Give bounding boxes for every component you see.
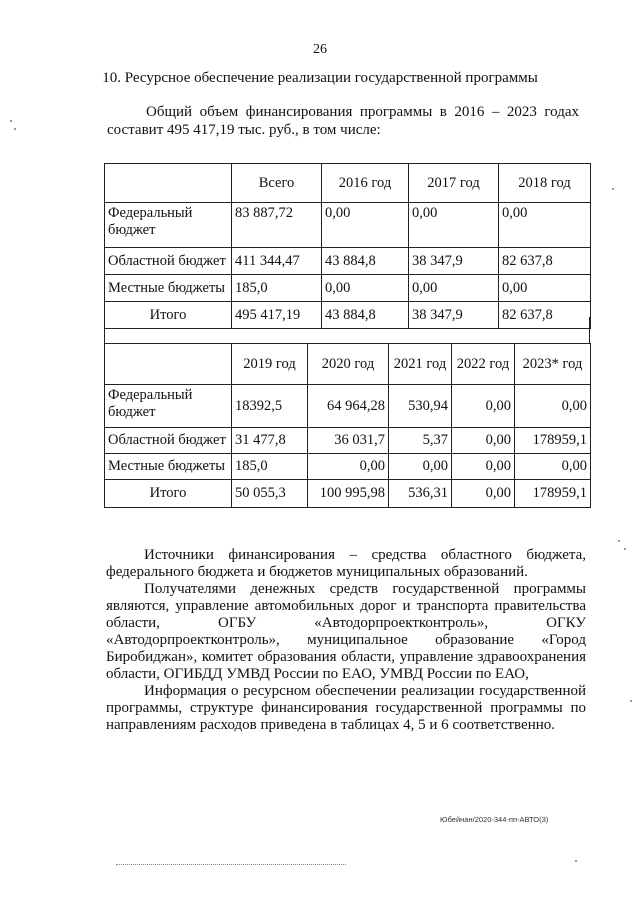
table-cell: 0,00 [322, 203, 409, 248]
row-label: Областной бюджет [105, 248, 232, 275]
table-cell: 178959,1 [515, 428, 591, 454]
table-cell: 5,37 [389, 428, 452, 454]
table-cell: 530,94 [389, 385, 452, 428]
table-cell: 0,00 [322, 275, 409, 302]
row-label: Областной бюджет [105, 428, 232, 454]
header-cell: 2021 год [389, 344, 452, 385]
table-cell: 0,00 [452, 454, 515, 480]
funding-table-2016-2018 [104, 163, 591, 329]
scan-speck [618, 540, 620, 542]
header-cell: 2020 год [308, 344, 389, 385]
scan-speck [624, 548, 626, 550]
scan-dotted-line [116, 864, 346, 865]
paragraph-information: Информация о ресурсном обеспечении реализации государственной программы, структуре финансирования государственной программы по направлениям расходов приведена в таблицах 4, 5 и 6 соответственно. [106, 683, 586, 733]
table-header-row [105, 164, 591, 203]
table-cell: 0,00 [515, 454, 591, 480]
paragraph-sources: Источники финансирования – средства областного бюджета, федерального бюджета и бюджетов муниципальных образований. [106, 547, 586, 580]
table-cell: 43 884,8 [322, 302, 409, 329]
table-row [105, 275, 591, 302]
table-spacer-row [104, 317, 590, 343]
table-cell: 0,00 [499, 203, 591, 248]
table-header-row [105, 344, 591, 385]
table-cell: 83 887,72 [232, 203, 322, 248]
table-row [105, 248, 591, 275]
table-cell: 0,00 [308, 454, 389, 480]
document-code: Юбейнан/2020-344-пп-АВТО(3) [440, 815, 549, 824]
table-cell: 0,00 [389, 454, 452, 480]
table-cell: 185,0 [232, 454, 308, 480]
scan-speck [630, 700, 632, 702]
table-cell: 0,00 [499, 275, 591, 302]
row-label: Местные бюджеты [105, 275, 232, 302]
scan-speck [10, 120, 12, 122]
table-cell: 495 417,19 [232, 302, 322, 329]
table-total-row [105, 480, 591, 508]
header-cell: Всего [232, 164, 322, 203]
table-cell: 18392,5 [232, 385, 308, 428]
table-cell: 64 964,28 [308, 385, 389, 428]
scan-speck [612, 188, 614, 190]
table-cell: 36 031,7 [308, 428, 389, 454]
table-cell: 0,00 [452, 428, 515, 454]
table-cell: 0,00 [515, 385, 591, 428]
table-row [105, 385, 591, 428]
table-cell: 411 344,47 [232, 248, 322, 275]
header-cell: 2022 год [452, 344, 515, 385]
scan-speck [575, 860, 577, 862]
table-cell: 38 347,9 [409, 248, 499, 275]
table-cell: 31 477,8 [232, 428, 308, 454]
intro-paragraph: Общий объем финансирования программы в 2016 – 2023 годах составит 495 417,19 тыс. руб., в том числе: [107, 104, 579, 138]
table-cell: 43 884,8 [322, 248, 409, 275]
header-cell: 2016 год [322, 164, 409, 203]
table-cell: 0,00 [452, 480, 515, 508]
table-cell: 0,00 [452, 385, 515, 428]
header-cell [105, 344, 232, 385]
table-row [105, 203, 591, 248]
header-cell: 2018 год [499, 164, 591, 203]
table-cell: 536,31 [389, 480, 452, 508]
table-cell: 82 637,8 [499, 302, 591, 329]
scan-speck [14, 128, 16, 130]
table-cell: 0,00 [409, 275, 499, 302]
table-cell: 38 347,9 [409, 302, 499, 329]
section-heading: 10. Ресурсное обеспечение реализации государственной программы [102, 70, 538, 86]
table-row [105, 454, 591, 480]
page-number: 26 [313, 42, 327, 57]
table-row [105, 428, 591, 454]
header-cell: 2023* год [515, 344, 591, 385]
funding-table-2019-2023 [104, 343, 591, 508]
row-label: Местные бюджеты [105, 454, 232, 480]
table-cell: 50 055,3 [232, 480, 308, 508]
row-label: Итого [105, 302, 232, 329]
body-text [106, 547, 586, 734]
row-label: Итого [105, 480, 232, 508]
paragraph-recipients: Получателями денежных средств государственной программы являются, управление автомобильных дорог и транспорта правительства области, ОГБУ «Автодорпроектконтроль», ОГКУ «Автодорпроектконтроль», муниципальное образование «Город Биробиджан», комитет образования области, управление здравоохранения области, ОГИБДД УМВД России по ЕАО, УМВД России по ЕАО, [106, 581, 586, 682]
header-cell [105, 164, 232, 203]
table-cell: 178959,1 [515, 480, 591, 508]
table-cell: 0,00 [409, 203, 499, 248]
table-cell: 185,0 [232, 275, 322, 302]
table-cell: 82 637,8 [499, 248, 591, 275]
table-cell: 100 995,98 [308, 480, 389, 508]
row-label: Федеральный бюджет [105, 203, 232, 248]
row-label: Федеральный бюджет [105, 385, 232, 428]
header-cell: 2019 год [232, 344, 308, 385]
header-cell: 2017 год [409, 164, 499, 203]
